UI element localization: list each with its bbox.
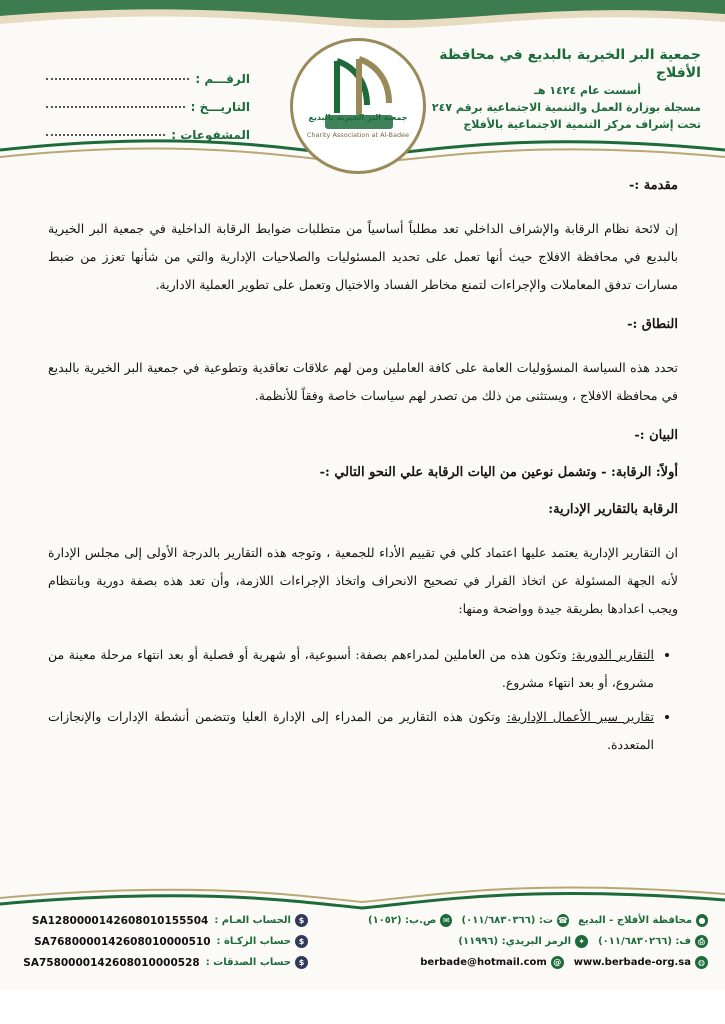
phone-icon: ☎	[557, 916, 568, 925]
list-item	[48, 703, 654, 759]
reference-fields	[40, 58, 250, 142]
fax-row	[368, 931, 708, 952]
logo-text-english: Charity Association at Al-Badee	[306, 131, 410, 139]
bullet-text: وتكون هذه التقارير من المدراء إلى الإدارة العليا وتتضمن أنشطة الإدارات والإنجازات المتعددة.	[48, 709, 654, 752]
location-icon: ●	[696, 914, 708, 927]
bullet-term: تقارير سير الأعمال الإدارية:	[506, 709, 654, 724]
established-year: أسست عام ١٤٢٤ هـ	[534, 84, 641, 97]
website-link[interactable]: www.berbade-org.sa	[573, 957, 691, 968]
globe-icon: ◍	[695, 956, 708, 969]
supervision-line: تحت إشراف مركز التنمية الاجتماعية بالأفلاج	[463, 118, 701, 131]
bank-accounts-column	[18, 910, 308, 973]
footer-contact	[18, 910, 708, 980]
account-label: حساب الزكـاة :	[216, 936, 291, 947]
account-number: SA7680000142608010000510	[34, 935, 211, 948]
email-link[interactable]: berbade@hotmail.com	[420, 957, 547, 968]
bank-icon: $	[295, 956, 308, 969]
address-text: محافظة الأفلاج - البديع	[578, 915, 693, 926]
logo-text-arabic: جمعية البر الخيرية بالبديع	[308, 113, 408, 122]
account-row	[18, 952, 308, 973]
registration-number: مسجلة بوزارة العمل والتنمية الاجتماعية برقم ٢٤٧	[431, 101, 701, 114]
account-label: الحساب العـام :	[214, 915, 291, 926]
bank-icon: $	[295, 935, 308, 948]
fax-icon: ⎙	[695, 935, 708, 948]
account-number: SA1280000142608010155504	[31, 914, 209, 927]
bullet-term: التقارير الدورية:	[571, 647, 655, 662]
bank-icon: $	[295, 914, 308, 927]
ref-date-row	[40, 86, 250, 114]
organization-info	[401, 46, 701, 133]
organization-name: جمعية البر الخيرية بالبديع في محافظة الأفلاج	[439, 47, 701, 81]
account-row	[18, 910, 308, 931]
email-icon: @	[551, 956, 564, 969]
reports-paragraph: ان التقارير الإدارية يعتمد عليها اعتماد كلي في تقييم الأداء للجمعية ، وتوجه هذه التقارير بالدرجة الأولى إلى مجلس الإدارة لأنه الجهة المسئولة عن اتخاذ القرار في تصحيح الانحراف واتخاذ الإجراءات اللازمة، وأن تعد هذه بصفة دورية وبانتظام ويجب اعدادها بطريقة جيدة وواضحة ومنها:	[48, 545, 678, 616]
first-section-heading: أولاً: الرقابة: - وتشمل نوعين من اليات الرقابة علي النحو التالي :-	[319, 465, 678, 480]
ref-date-label: التاريـــخ :	[190, 100, 250, 114]
document-body	[48, 170, 678, 765]
reports-heading: الرقابة بالتقارير الإدارية:	[548, 502, 678, 517]
address-row	[368, 910, 708, 931]
contact-column	[368, 910, 708, 973]
pobox-text: ص.ب: (١٠٥٢)	[368, 915, 437, 926]
statement-heading: البيان :-	[634, 428, 678, 443]
mailbox-icon: ✉	[440, 914, 452, 927]
intro-paragraph: إن لائحة نظام الرقابة والإشراف الداخلي تعد مطلباً أساسياً من متطلبات ضوابط الرقابة الداخلية في جمعية البر الخيرية بالبديع في محافظة الافلاج حيث أنها تعمل على تحديد المسئوليات والصلاحيات الإدارية والتي من شأنها تعزز من ضبط مسارات تدفق المعاملات والإجراءات لتمنع مخاطر الفساد والاختيال وتعمل على تطوير العملية الادارية.	[48, 221, 678, 292]
postal-icon: ✦	[575, 935, 588, 948]
ref-number-row	[40, 58, 250, 86]
fax-text: ف: (٠١١/٦٨٣٠٢٦٦)	[598, 936, 691, 947]
intro-heading: مقدمة :-	[628, 178, 678, 193]
ref-number-label: الرقـــم :	[195, 72, 250, 86]
ref-attachments-row	[40, 114, 250, 142]
postal-text: الرمز البريدي: (١١٩٩٦)	[458, 936, 572, 947]
logo-emblem	[307, 53, 409, 159]
account-number: SA7580000142608010000528	[23, 956, 200, 969]
phone-text: ت: (٠١١/٦٨٣٠٣٦٦)	[461, 915, 553, 926]
account-row	[18, 931, 308, 952]
bullet-text: وتكون هذه من العاملين لمدراءهم بصفة: أسبوعية، أو شهرية أو فصلية أو بعد انتهاء مرحلة معينة من مشروع، أو بعد انتهاء مشروع.	[48, 647, 654, 690]
scope-paragraph: تحدد هذه السياسة المسؤوليات العامة على كافة العاملين ومن لهم علاقات تعاقدية وتطوعية في جمعية البر الخيرية بالبديع في محافظة الافلاج ، ويستثنى من ذلك من تصدر لهم سياسات خاصة وفقاً للأنظمة.	[48, 360, 678, 403]
web-row	[368, 952, 708, 973]
ref-attachments-label: المشفوعات :	[171, 128, 250, 142]
reports-list	[48, 641, 678, 759]
list-item	[48, 641, 654, 697]
account-label: حساب الصدقات :	[205, 957, 291, 968]
scope-heading: النطاق :-	[627, 317, 678, 332]
page-bottom-margin	[0, 990, 725, 1024]
